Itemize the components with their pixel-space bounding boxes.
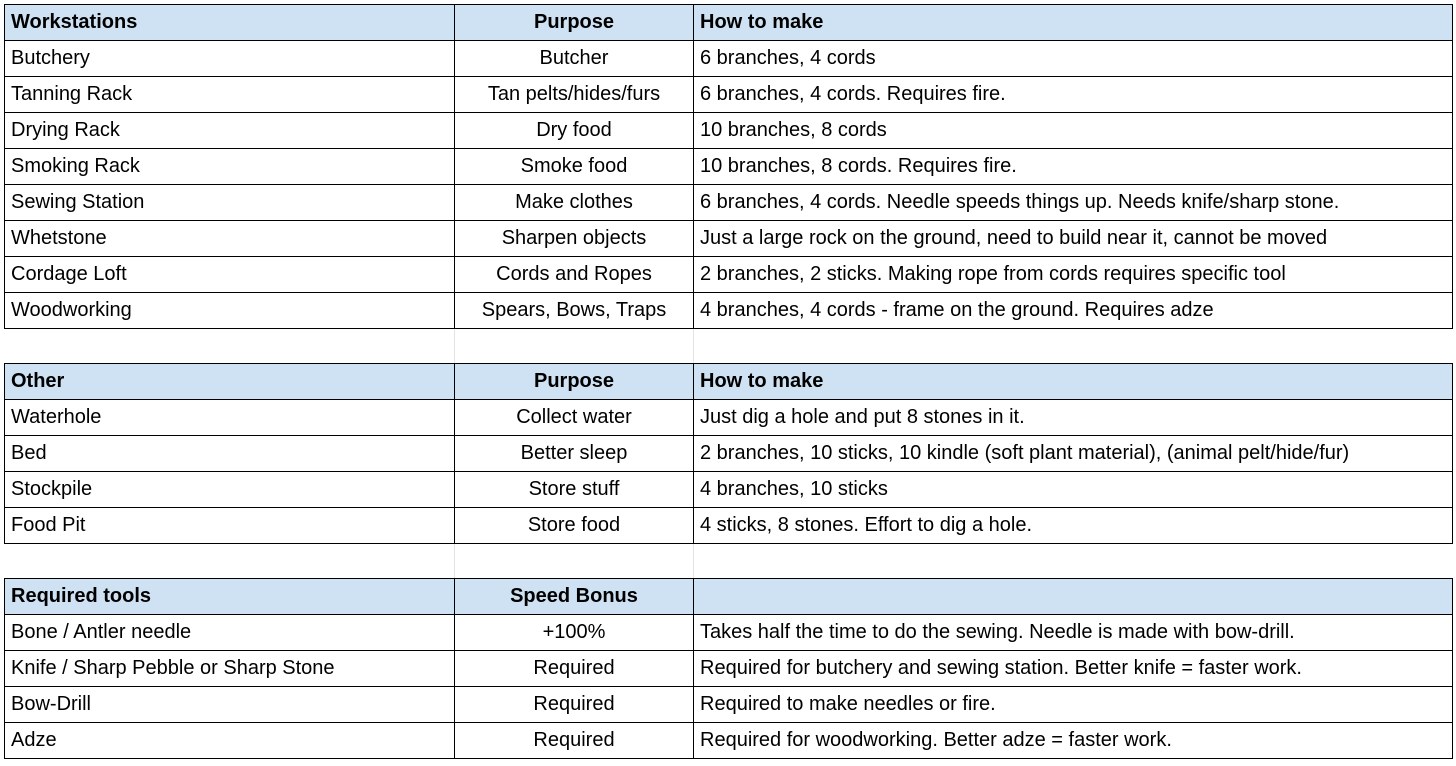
cell-name[interactable]: Tanning Rack (5, 77, 455, 113)
table-row (5, 400, 1453, 436)
cell-tool-name[interactable]: Bone / Antler needle (5, 615, 455, 651)
cell-speed-bonus[interactable]: Required (455, 723, 694, 759)
cell-speed-bonus[interactable]: +100% (455, 615, 694, 651)
table-row (5, 257, 1453, 293)
cell-name[interactable]: Waterhole (5, 400, 455, 436)
empty-row (5, 329, 1453, 364)
other-header-row (5, 364, 1453, 400)
cell-purpose[interactable]: Store food (455, 508, 694, 544)
header-cell-purpose[interactable]: Purpose (455, 364, 694, 400)
table-row (5, 149, 1453, 185)
empty-cell[interactable] (5, 329, 455, 364)
cell-how-to-make[interactable]: 6 branches, 4 cords (694, 41, 1453, 77)
table-row (5, 185, 1453, 221)
cell-how-to-make[interactable]: 6 branches, 4 cords. Requires fire. (694, 77, 1453, 113)
cell-name[interactable]: Drying Rack (5, 113, 455, 149)
cell-name[interactable]: Smoking Rack (5, 149, 455, 185)
cell-speed-bonus[interactable]: Required (455, 687, 694, 723)
header-cell-speed-bonus[interactable]: Speed Bonus (455, 579, 694, 615)
header-cell-other[interactable]: Other (5, 364, 455, 400)
cell-name[interactable]: Stockpile (5, 472, 455, 508)
header-cell-purpose[interactable]: Purpose (455, 5, 694, 41)
empty-cell[interactable] (694, 544, 1453, 579)
cell-name[interactable]: Food Pit (5, 508, 455, 544)
table-row (5, 472, 1453, 508)
cell-notes[interactable]: Required to make needles or fire. (694, 687, 1453, 723)
cell-how-to-make[interactable]: 6 branches, 4 cords. Needle speeds things up. Needs knife/sharp stone. (694, 185, 1453, 221)
cell-purpose[interactable]: Butcher (455, 41, 694, 77)
table-row (5, 615, 1453, 651)
cell-purpose[interactable]: Tan pelts/hides/furs (455, 77, 694, 113)
cell-purpose[interactable]: Spears, Bows, Traps (455, 293, 694, 329)
table-row (5, 293, 1453, 329)
table-row (5, 113, 1453, 149)
header-cell-workstations[interactable]: Workstations (5, 5, 455, 41)
cell-name[interactable]: Butchery (5, 41, 455, 77)
cell-how-to-make[interactable]: Just a large rock on the ground, need to build near it, cannot be moved (694, 221, 1453, 257)
empty-cell[interactable] (5, 544, 455, 579)
cell-notes[interactable]: Required for butchery and sewing station. Better knife = faster work. (694, 651, 1453, 687)
cell-how-to-make[interactable]: 2 branches, 2 sticks. Making rope from cords requires specific tool (694, 257, 1453, 293)
header-cell-required-tools[interactable]: Required tools (5, 579, 455, 615)
header-cell-notes[interactable] (694, 579, 1453, 615)
table-row (5, 221, 1453, 257)
cell-purpose[interactable]: Make clothes (455, 185, 694, 221)
cell-tool-name[interactable]: Adze (5, 723, 455, 759)
empty-cell[interactable] (694, 329, 1453, 364)
table-row (5, 508, 1453, 544)
empty-cell[interactable] (455, 329, 694, 364)
header-cell-how-to-make[interactable]: How to make (694, 364, 1453, 400)
table-row (5, 436, 1453, 472)
table-row (5, 723, 1453, 759)
table-row (5, 77, 1453, 113)
crafting-table (4, 4, 1453, 759)
cell-tool-name[interactable]: Knife / Sharp Pebble or Sharp Stone (5, 651, 455, 687)
cell-notes[interactable]: Takes half the time to do the sewing. Needle is made with bow-drill. (694, 615, 1453, 651)
cell-name[interactable]: Sewing Station (5, 185, 455, 221)
table-row (5, 41, 1453, 77)
cell-speed-bonus[interactable]: Required (455, 651, 694, 687)
cell-how-to-make[interactable]: 4 branches, 4 cords - frame on the ground. Requires adze (694, 293, 1453, 329)
table-row (5, 687, 1453, 723)
cell-purpose[interactable]: Smoke food (455, 149, 694, 185)
cell-purpose[interactable]: Dry food (455, 113, 694, 149)
empty-row (5, 544, 1453, 579)
cell-name[interactable]: Bed (5, 436, 455, 472)
cell-name[interactable]: Cordage Loft (5, 257, 455, 293)
cell-notes[interactable]: Required for woodworking. Better adze = faster work. (694, 723, 1453, 759)
empty-cell[interactable] (455, 544, 694, 579)
cell-purpose[interactable]: Sharpen objects (455, 221, 694, 257)
cell-how-to-make[interactable]: 4 sticks, 8 stones. Effort to dig a hole. (694, 508, 1453, 544)
cell-how-to-make[interactable]: 2 branches, 10 sticks, 10 kindle (soft plant material), (animal pelt/hide/fur) (694, 436, 1453, 472)
cell-purpose[interactable]: Better sleep (455, 436, 694, 472)
cell-purpose[interactable]: Store stuff (455, 472, 694, 508)
tools-header-row (5, 579, 1453, 615)
header-cell-how-to-make[interactable]: How to make (694, 5, 1453, 41)
cell-purpose[interactable]: Collect water (455, 400, 694, 436)
cell-how-to-make[interactable]: Just dig a hole and put 8 stones in it. (694, 400, 1453, 436)
cell-name[interactable]: Whetstone (5, 221, 455, 257)
cell-name[interactable]: Woodworking (5, 293, 455, 329)
cell-how-to-make[interactable]: 10 branches, 8 cords (694, 113, 1453, 149)
cell-how-to-make[interactable]: 10 branches, 8 cords. Requires fire. (694, 149, 1453, 185)
cell-how-to-make[interactable]: 4 branches, 10 sticks (694, 472, 1453, 508)
workstations-header-row (5, 5, 1453, 41)
cell-tool-name[interactable]: Bow-Drill (5, 687, 455, 723)
table-row (5, 651, 1453, 687)
cell-purpose[interactable]: Cords and Ropes (455, 257, 694, 293)
